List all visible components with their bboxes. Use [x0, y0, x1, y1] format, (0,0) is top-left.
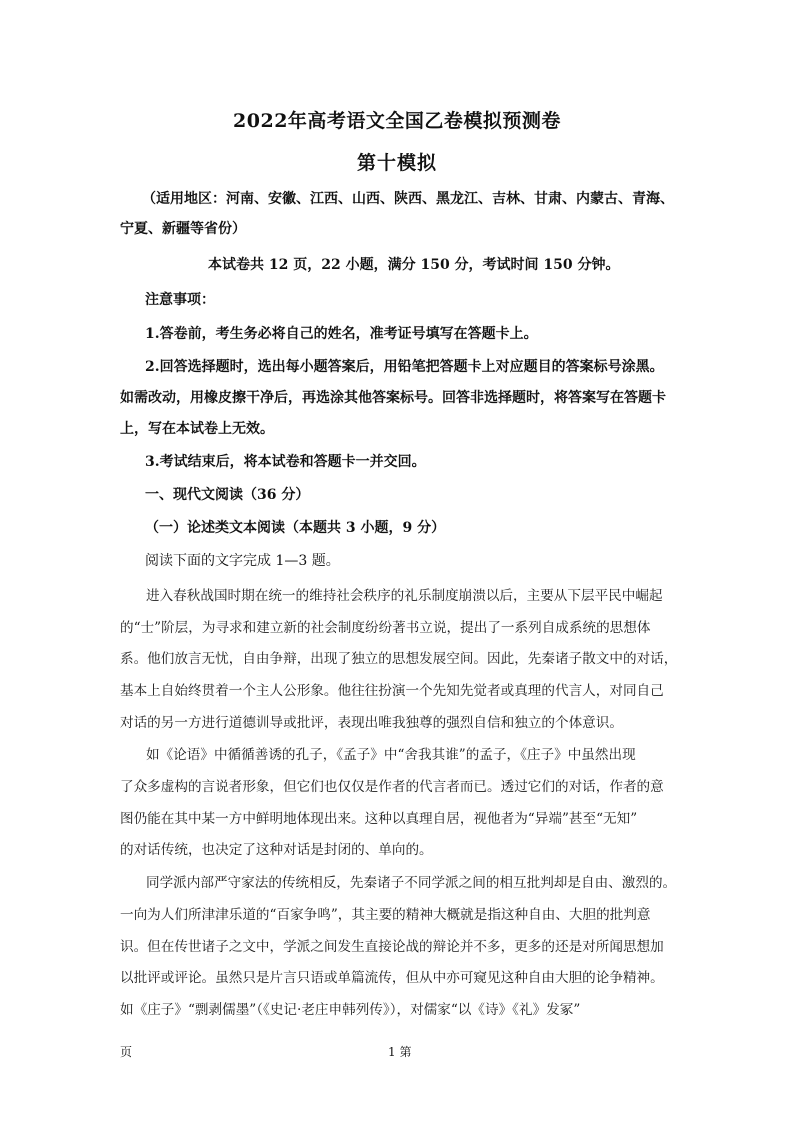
passage-line: 对话的另一方进行道德训导或批评，表现出唯我独尊的强烈自信和独立的个体意识。: [120, 715, 623, 731]
passage-line: 一向为人们所津津乐道的“百家争鸣”，其主要的精神大概就是指这种自由、大胆的批判意: [120, 907, 651, 923]
passage-line: 的对话传统，也决定了这种对话是封闭的、单向的。: [120, 842, 433, 858]
note-item-2-line-2: 如需改动，用橡皮擦干净后，再选涂其他答案标号。回答非选择题时，将答案写在答题卡: [120, 390, 666, 406]
passage-line: 识。但在传世诸子之文中，学派之间发生直接论战的辩论并不多，更多的还是对所闻思想加: [120, 939, 664, 955]
regions-line-2: 宁夏、新疆等省份）: [120, 221, 246, 237]
passage-line: 进入春秋战国时期在统一的维持社会秩序的礼乐制度崩溃以后，主要从下层平民中崛起: [146, 588, 663, 604]
note-item-2-line-1: 2.回答选择题时，选出每小题答案后，用铅笔把答题卡上对应题目的答案标号涂黑。: [145, 359, 664, 375]
passage-line: 如《庄子》“剽剥儒墨”（《史记·老庄申韩列传》），对儒家“以《诗》《礼》发冢”: [120, 1002, 581, 1018]
section-sub-heading: （一）论述类文本阅读（本题共 3 小题，9 分）: [145, 520, 446, 536]
regions-line-1: （适用地区：河南、安徽、江西、山西、陕西、黑龙江、吉林、甘肃、内蒙古、青海、: [142, 191, 674, 207]
passage-line: 以批评或评论。虽然只是片言只语或单篇流传，但从中亦可窥见这种自由大胆的论争精神。: [120, 970, 664, 986]
passage-line: 系。他们放言无忧，自由争辩，出现了独立的思想发展空间。因此，先秦诸子散文中的对话，: [120, 651, 678, 667]
exam-summary: 本试卷共 12 页，22 小题，满分 150 分，考试时间 150 分钟。: [208, 257, 620, 273]
note-item-3: 3.考试结束后，将本试卷和答题卡一并交回。: [145, 454, 426, 470]
section-heading: 一、现代文阅读（36 分）: [145, 487, 310, 503]
note-item-1: 1.答卷前，考生务必将自己的姓名，准考证号填写在答题卡上。: [145, 326, 538, 342]
passage-line: 了众多虚构的言说者形象，但它们也仅仅是作者的代言者而已。透过它们的对话，作者的意: [120, 779, 664, 795]
reading-instruction: 阅读下面的文字完成 1—3 题。: [145, 553, 340, 569]
exam-title: 2022年高考语文全国乙卷模拟预测卷: [233, 110, 561, 132]
page-number: 1 第: [388, 1045, 412, 1059]
exam-subtitle: 第十模拟: [356, 152, 437, 174]
passage-line: 的“士”阶层，为寻求和建立新的社会制度纷纷著书立说，提出了一系列自成系统的思想体: [120, 620, 651, 636]
notes-heading: 注意事项：: [145, 292, 215, 308]
footer-left: 页: [120, 1045, 133, 1059]
note-item-2-line-3: 上，写在本试卷上无效。: [120, 421, 274, 437]
passage-line: 同学派内部严守家法的传统相反，先秦诸子不同学派之间的相互批判却是自由、激烈的。: [146, 875, 677, 891]
passage-line: 如《论语》中循循善诱的孔子，《孟子》中“舍我其谁”的孟子，《庄子》中虽然出现: [146, 747, 636, 763]
passage-line: 图仍能在其中某一方中鲜明地体现出来。这种以真理自居，视他者为“异端”甚至“无知”: [120, 811, 638, 827]
passage-line: 基本上自始终贯着一个主人公形象。他往往扮演一个先知先觉者或真理的代言人，对同自己: [120, 683, 664, 699]
